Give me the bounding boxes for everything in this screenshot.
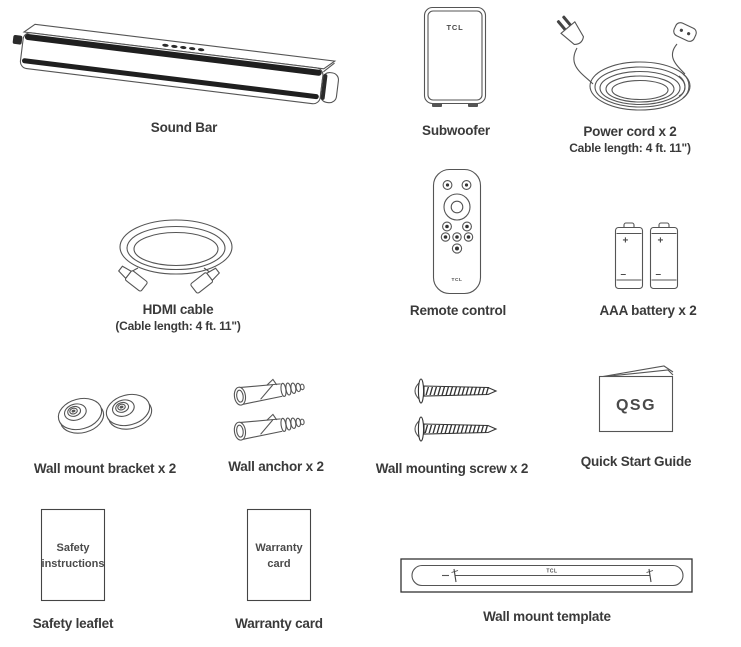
hdmi-cable-illustration bbox=[100, 210, 256, 296]
wall-mount-template-illustration bbox=[400, 558, 694, 594]
power-cord-illustration bbox=[545, 4, 715, 120]
warranty-card-line2: card bbox=[267, 558, 291, 570]
item-sound-bar bbox=[8, 6, 360, 136]
anchor-2 bbox=[233, 410, 306, 441]
bracket-1 bbox=[55, 394, 107, 438]
hdmi-cable-coil bbox=[120, 220, 232, 274]
safety-leaflet-label: Safety leaflet bbox=[32, 616, 114, 631]
item-wall-anchor bbox=[206, 376, 346, 475]
template-brand-logo: TCL bbox=[546, 568, 558, 575]
warranty-card-illustration bbox=[246, 508, 312, 603]
screw-2 bbox=[415, 417, 496, 441]
item-wall-mount-template bbox=[398, 558, 696, 625]
subwoofer-label: Subwoofer bbox=[422, 123, 490, 138]
item-aaa-battery bbox=[592, 222, 704, 319]
safety-card-line2: instructions bbox=[41, 558, 105, 570]
wall-anchor-label: Wall anchor x 2 bbox=[228, 459, 324, 474]
quick-start-guide-illustration bbox=[586, 362, 686, 446]
item-quick-start-guide bbox=[570, 362, 702, 470]
safety-card-line1: Safety bbox=[56, 542, 90, 554]
subwoofer-brand-logo: TCL bbox=[446, 23, 464, 32]
battery-minus-symbol: – bbox=[655, 269, 662, 280]
item-warranty-card bbox=[226, 508, 332, 632]
subwoofer-illustration bbox=[423, 6, 489, 110]
bracket-2 bbox=[103, 390, 155, 434]
safety-leaflet-illustration bbox=[40, 508, 106, 603]
hdmi-connector-left bbox=[117, 264, 148, 292]
wall-mount-bracket-label: Wall mount bracket x 2 bbox=[33, 461, 177, 476]
qsg-cover-text: QSG bbox=[615, 397, 657, 414]
wall-anchor-illustration bbox=[226, 376, 326, 450]
item-power-cord bbox=[538, 4, 722, 155]
item-hdmi-cable bbox=[82, 210, 274, 333]
battery-2 bbox=[651, 223, 678, 289]
item-subwoofer bbox=[408, 6, 504, 139]
battery-plus-symbol: + bbox=[657, 235, 664, 247]
power-cord-coil bbox=[590, 62, 690, 110]
battery-minus-symbol: – bbox=[620, 269, 627, 280]
battery-1 bbox=[616, 223, 643, 289]
power-cord-label: Power cord x 2 bbox=[583, 124, 677, 139]
hdmi-cable-sublabel: (Cable length: 4 ft. 11") bbox=[115, 318, 241, 333]
battery-plus-symbol: + bbox=[622, 235, 629, 247]
power-connector bbox=[672, 21, 698, 43]
aaa-battery-label: AAA battery x 2 bbox=[599, 303, 697, 318]
wall-mounting-screw-label: Wall mounting screw x 2 bbox=[375, 461, 529, 476]
power-plug bbox=[553, 13, 587, 49]
anchor-1 bbox=[233, 376, 306, 406]
wall-mount-bracket-illustration bbox=[49, 380, 161, 450]
warranty-card-line1: Warranty bbox=[255, 542, 303, 554]
aaa-battery-illustration bbox=[611, 222, 685, 294]
remote-brand-logo: TCL bbox=[451, 278, 463, 283]
warranty-card-label: Warranty card bbox=[235, 616, 323, 631]
item-safety-leaflet bbox=[20, 508, 126, 632]
quick-start-guide-label: Quick Start Guide bbox=[580, 454, 692, 469]
hdmi-cable-label: HDMI cable bbox=[142, 302, 214, 317]
item-wall-mount-bracket bbox=[20, 380, 190, 477]
sound-bar-label: Sound Bar bbox=[150, 120, 218, 135]
item-remote-control bbox=[410, 168, 506, 319]
wall-mount-template-label: Wall mount template bbox=[483, 609, 611, 624]
item-wall-mounting-screw bbox=[366, 372, 538, 477]
remote-control-illustration bbox=[432, 168, 484, 296]
screw-1 bbox=[415, 379, 496, 403]
wall-mounting-screw-illustration bbox=[400, 372, 505, 450]
sound-bar-illustration bbox=[8, 6, 360, 110]
power-cord-sublabel: Cable length: 4 ft. 11") bbox=[569, 140, 691, 155]
remote-control-label: Remote control bbox=[409, 303, 507, 318]
